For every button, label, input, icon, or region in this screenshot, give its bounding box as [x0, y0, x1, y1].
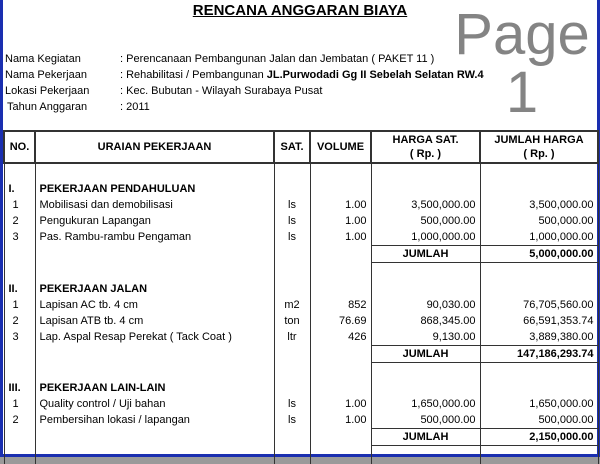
empty-cell[interactable]: [310, 263, 371, 281]
empty-cell[interactable]: [480, 181, 598, 197]
item-volume[interactable]: 76.69: [310, 313, 371, 329]
item-number[interactable]: 1: [4, 396, 35, 412]
item-description[interactable]: Pas. Rambu-rambu Pengaman: [35, 229, 274, 246]
header-volume: VOLUME: [310, 131, 371, 163]
empty-cell[interactable]: [35, 429, 274, 446]
item-description[interactable]: Pembersihan lokasi / lapangan: [35, 412, 274, 429]
header-harga-label: HARGA SAT.: [392, 134, 459, 146]
item-number[interactable]: 2: [4, 313, 35, 329]
item-volume[interactable]: 426: [310, 329, 371, 346]
item-description[interactable]: Lapisan AC tb. 4 cm: [35, 297, 274, 313]
empty-cell[interactable]: [274, 263, 310, 281]
header-uraian: URAIAN PEKERJAAN: [35, 131, 274, 163]
subtotal-value[interactable]: 5,000,000.00: [480, 246, 598, 263]
empty-cell[interactable]: [371, 163, 480, 181]
table-row: [4, 313, 598, 329]
item-number[interactable]: 2: [4, 412, 35, 429]
empty-cell[interactable]: [310, 345, 371, 362]
spacer-row: [4, 263, 598, 281]
info-value: : Rehabilitasi / Pembangunan: [120, 69, 267, 81]
subtotal-value[interactable]: 2,150,000.00: [480, 429, 598, 446]
item-volume[interactable]: 1.00: [310, 213, 371, 229]
info-value-bold: JL.Purwodadi Gg II Sebelah Selatan RW.4: [266, 69, 484, 81]
table-row: [4, 213, 598, 229]
item-total[interactable]: 500,000.00: [480, 213, 598, 229]
section-title[interactable]: PEKERJAAN JALAN: [35, 281, 274, 297]
item-unit-price[interactable]: 500,000.00: [371, 412, 480, 429]
empty-cell[interactable]: [310, 281, 371, 297]
empty-cell[interactable]: [480, 362, 598, 380]
empty-cell[interactable]: [274, 281, 310, 297]
empty-cell[interactable]: [35, 263, 274, 281]
item-unit-price[interactable]: 9,130.00: [371, 329, 480, 346]
info-value: : Perencanaan Pembangunan Jalan dan Jembatan ( PAKET 11 ): [120, 53, 435, 65]
item-unit-price[interactable]: 500,000.00: [371, 213, 480, 229]
table-header: [4, 131, 598, 163]
subtotal-row: [4, 429, 598, 446]
item-unit-price[interactable]: 1,000,000.00: [371, 229, 480, 246]
header-sat: SAT.: [274, 131, 310, 163]
info-label: Nama Kegiatan: [5, 53, 81, 65]
section-row: [4, 281, 598, 297]
empty-cell[interactable]: [310, 362, 371, 380]
spacer-row: [4, 362, 598, 380]
spacer-row: [4, 163, 598, 181]
empty-cell[interactable]: [310, 246, 371, 263]
table-row: [4, 297, 598, 313]
section-row: [4, 380, 598, 396]
item-volume[interactable]: 1.00: [310, 412, 371, 429]
item-total[interactable]: 1,650,000.00: [480, 396, 598, 412]
empty-cell[interactable]: [274, 362, 310, 380]
page-title: RENCANA ANGGARAN BIAYA: [192, 2, 408, 19]
item-description[interactable]: Quality control / Uji bahan: [35, 396, 274, 412]
empty-cell[interactable]: [4, 263, 35, 281]
table-row: [4, 329, 598, 346]
budget-table: [3, 130, 599, 464]
item-unit[interactable]: ton: [274, 313, 310, 329]
empty-cell[interactable]: [274, 163, 310, 181]
header-jumlah-label: JUMLAH HARGA: [494, 134, 584, 146]
info-row-pekerjaan: [5, 67, 484, 83]
item-total[interactable]: 3,500,000.00: [480, 197, 598, 213]
empty-cell[interactable]: [371, 380, 480, 396]
subtotal-value[interactable]: 147,186,293.74: [480, 345, 598, 362]
section-title[interactable]: PEKERJAAN LAIN-LAIN: [35, 380, 274, 396]
empty-cell[interactable]: [35, 246, 274, 263]
empty-cell[interactable]: [480, 281, 598, 297]
empty-cell[interactable]: [274, 429, 310, 446]
info-value: : Kec. Bubutan - Wilayah Surabaya Pusat: [120, 85, 323, 97]
item-total[interactable]: 1,000,000.00: [480, 229, 598, 246]
item-unit[interactable]: ls: [274, 229, 310, 246]
item-number[interactable]: 3: [4, 229, 35, 246]
item-volume[interactable]: 1.00: [310, 396, 371, 412]
info-label: Nama Pekerjaan: [5, 69, 87, 81]
empty-cell[interactable]: [274, 181, 310, 197]
item-unit-price[interactable]: 3,500,000.00: [371, 197, 480, 213]
item-total[interactable]: 500,000.00: [480, 412, 598, 429]
item-number[interactable]: 2: [4, 213, 35, 229]
table-row: [4, 396, 598, 412]
empty-cell[interactable]: [4, 246, 35, 263]
section-title[interactable]: PEKERJAAN PENDAHULUAN: [35, 181, 274, 197]
item-unit[interactable]: m2: [274, 297, 310, 313]
empty-cell[interactable]: [4, 362, 35, 380]
header-harga-unit: ( Rp. ): [409, 148, 442, 160]
item-number[interactable]: 1: [4, 197, 35, 213]
item-unit[interactable]: ls: [274, 197, 310, 213]
item-description[interactable]: Pengukuran Lapangan: [35, 213, 274, 229]
item-volume[interactable]: 852: [310, 297, 371, 313]
table-row: [4, 197, 598, 213]
item-unit[interactable]: ltr: [274, 329, 310, 346]
info-row-tahun: [7, 99, 150, 115]
empty-cell[interactable]: [4, 163, 35, 181]
item-number[interactable]: 3: [4, 329, 35, 346]
header-jumlah: [480, 131, 598, 163]
info-label: Lokasi Pekerjaan: [5, 85, 90, 97]
subtotal-row: [4, 345, 598, 362]
empty-cell[interactable]: [371, 263, 480, 281]
header-no: NO.: [4, 131, 35, 163]
empty-cell[interactable]: [274, 345, 310, 362]
empty-cell[interactable]: [480, 263, 598, 281]
table-row: [4, 412, 598, 429]
empty-cell[interactable]: [371, 181, 480, 197]
empty-cell[interactable]: [4, 345, 35, 362]
info-label: Tahun Anggaran: [7, 101, 88, 113]
section-number[interactable]: III.: [4, 380, 35, 396]
item-unit[interactable]: ls: [274, 412, 310, 429]
item-unit-price[interactable]: 90,030.00: [371, 297, 480, 313]
empty-cell[interactable]: [274, 246, 310, 263]
empty-cell[interactable]: [4, 429, 35, 446]
empty-cell[interactable]: [371, 281, 480, 297]
empty-cell[interactable]: [35, 362, 274, 380]
info-row-lokasi: [5, 83, 322, 99]
header-jumlah-unit: ( Rp. ): [523, 148, 555, 160]
empty-cell[interactable]: [310, 429, 371, 446]
item-description[interactable]: Lap. Aspal Resap Perekat ( Tack Coat ): [35, 329, 274, 346]
item-unit-price[interactable]: 1,650,000.00: [371, 396, 480, 412]
empty-cell[interactable]: [35, 345, 274, 362]
item-volume[interactable]: 1.00: [310, 197, 371, 213]
subtotal-label[interactable]: JUMLAH: [371, 429, 480, 446]
item-description[interactable]: Mobilisasi dan demobilisasi: [35, 197, 274, 213]
table-row: [4, 229, 598, 246]
empty-cell[interactable]: [274, 380, 310, 396]
empty-cell[interactable]: [480, 163, 598, 181]
info-row-kegiatan: [5, 51, 434, 67]
empty-cell[interactable]: [35, 163, 274, 181]
subtotal-row: [4, 246, 598, 263]
empty-cell[interactable]: [310, 163, 371, 181]
empty-cell[interactable]: [310, 181, 371, 197]
empty-cell[interactable]: [310, 380, 371, 396]
item-unit-price[interactable]: 868,345.00: [371, 313, 480, 329]
item-unit[interactable]: ls: [274, 396, 310, 412]
page-watermark: Page 1: [454, 2, 590, 125]
section-number[interactable]: II.: [4, 281, 35, 297]
empty-cell[interactable]: [480, 380, 598, 396]
item-volume[interactable]: 1.00: [310, 229, 371, 246]
item-unit[interactable]: ls: [274, 213, 310, 229]
item-description[interactable]: Lapisan ATB tb. 4 cm: [35, 313, 274, 329]
subtotal-label[interactable]: JUMLAH: [371, 246, 480, 263]
item-number[interactable]: 1: [4, 297, 35, 313]
header-harga: [371, 131, 480, 163]
item-total[interactable]: 3,889,380.00: [480, 329, 598, 346]
subtotal-label[interactable]: JUMLAH: [371, 345, 480, 362]
section-number[interactable]: I.: [4, 181, 35, 197]
item-total[interactable]: 76,705,560.00: [480, 297, 598, 313]
section-row: [4, 181, 598, 197]
info-value: : 2011: [120, 101, 150, 113]
empty-cell[interactable]: [371, 362, 480, 380]
item-total[interactable]: 66,591,353.74: [480, 313, 598, 329]
